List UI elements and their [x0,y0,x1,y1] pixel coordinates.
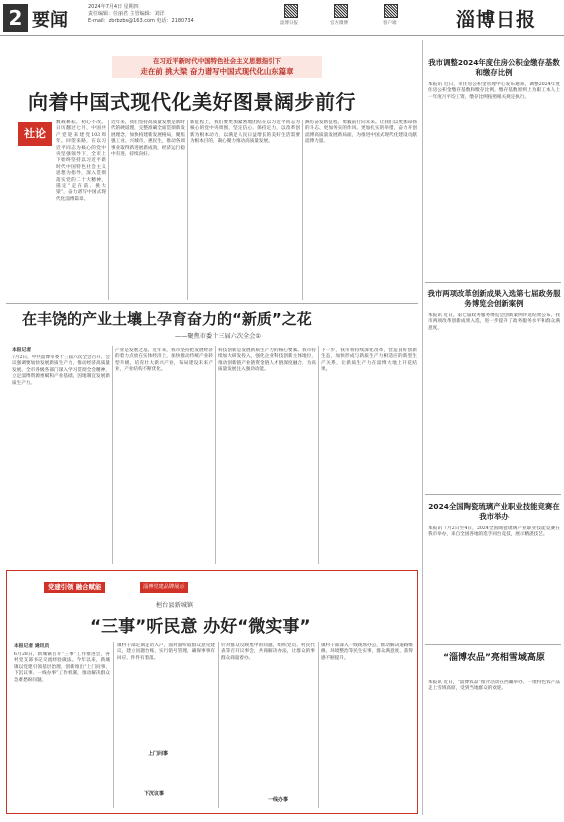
right-headline-4[interactable]: “淄博农品”亮相雪域高原 [443,653,545,663]
story3-headline[interactable]: “三事”听民意 办好“微实事” [90,617,311,637]
story3-body-col4: 镇村干部深入一线现场办公，推动解决道路维修、环境整治等民生实事，群众满意度、获得感不断提升。 [321,643,413,661]
story2-headline[interactable]: 在丰饶的产业土壤上孕育奋力的“新质”之花 [22,310,312,328]
story3-end-subhead: 一线办事 [268,797,289,803]
lead-kicker-line1: 在习近平新时代中国特色社会主义思想指引下 [153,57,281,65]
editorial-badge: 社论 [18,122,52,146]
right-headline-3[interactable]: 2024全国陶瓷琉璃产业职业技能竞赛在我市举办 [428,502,560,521]
column-divider [215,346,216,564]
story3-tag-secondary: 淄博党建品牌展示 [140,582,188,593]
lead-headline[interactable]: 向着中国式现代化美好图景阔步前行 [28,90,356,114]
qr-code-icon[interactable] [284,4,298,18]
issue-date: 2024年7月4日 星期四 [88,4,139,10]
page-number: 2 [3,4,28,32]
newspaper-brand: 淄博日报 [456,9,537,31]
story3-body-col1: 6月28日，新城镇召开“三事”工作推进会，各村党支部书记交流经验做法。今年以来，新城镇以党建引领基层治理，创新推出“上门问事、下沉议事、一线办事”工作机制，推动解决群众急难愁盼问题。 [14,652,110,683]
story2-byline: 本报记者 [12,348,32,353]
lead-body-col3: 新征程上，我们要更加紧密地团结在以习近平同志为核心的党中央周围，坚定信心、保持定力，以改革创新为根本动力，以满足人民日益增长的美好生活需要为根本目的，凝心聚力推动高质量发展。 [190,120,300,145]
column-divider [422,40,423,815]
story3-body-col2: 镇村干部定期走访入户，面对面听取群众意见建议，建立问题台账，实行销号管理，确保事事有回应、件件有着落。 [117,643,215,661]
qr-code-icon[interactable] [334,4,348,18]
story3-kicker: 桓台县新城镇 [156,602,194,609]
qr-label: 客户端 [383,21,397,26]
column-divider [318,642,319,808]
story3-tag: 党建引领 融合赋能 [44,582,105,593]
lead-kicker [112,56,322,78]
column-divider [187,120,188,300]
right-headline-1[interactable]: 我市调整2024年度住房公积金缴存基数和缴存比例 [428,58,560,77]
column-divider [113,642,114,808]
lead-body-col2: 近年来，我们坚持高质量发展是新时代的硬道理，完整准确全面贯彻新发展理念，加快构建新发展格局，聚焦强工业、兴城市、惠民生，推动各项事业取得新进展新成效，经济运行稳中有进、持续向好。 [111,120,185,158]
story3-body-col3: 针对群众反映集中的问题，组织党员、村民代表等召开议事会，共商解决办法，让群众的事群众商量着办。 [221,643,315,661]
issue-editors: 责任编辑：任丽君 主管编辑：刘洋 [88,11,165,17]
section-rule [425,282,561,283]
story2-body-col3: 科技创新是发展新质生产力的核心要素。我市持续加大研发投入，强化企业科技创新主体地位，推动创新链产业链资金链人才链深度融合，为高质量发展注入强劲动能。 [218,348,316,373]
issue-meta [88,4,258,25]
section-rule [425,494,561,495]
lead-body-col1: 数载耕耘，初心不改。日历翻过七月，中国共产党迎来建党103周年。回望来路，在以习近平同志为核心的党中央坚强领导下，全市上下始终坚持以习近平新时代中国特色社会主义思想为指导，深入贯彻落实党的二十大精神，锚定“走在前、挑大梁”，奋力谱写中国式现代化淄博篇章。 [56,120,106,202]
right-body-1: 本报讯 近日，市住房公积金管理中心发布通知，调整2024年度住房公积金缴存基数和缴存比例。缴存基数原则上为职工本人上一年度月平均工资，缴存比例按照相关规定执行。 [428,82,560,100]
story3-byline: 本报记者 通讯员 [14,644,50,649]
masthead [0,0,564,36]
story2-body-col1: 7月2日，中共淄博市委十三届六次全会召开。会议强调要加快发展新质生产力，推动经济高质量发展。全市各级各部门深入学习贯彻全会精神，立足淄博资源禀赋和产业基础，因地制宜发展新质生产力。 [12,355,110,386]
section-rule [425,644,561,645]
qr-label: 淄博日报 [280,21,298,26]
right-headline-2[interactable]: 我市两项改革创新成果入选第七届政务服务博览会创新案例 [427,289,561,308]
column-divider [108,120,109,300]
column-divider [302,120,303,300]
section-rule [6,303,418,304]
section-title: 要闻 [32,10,68,31]
story3-subhead-1: 上门问事 [148,751,169,757]
qr-code-icon[interactable] [384,4,398,18]
lead-kicker-line2: 走在前 挑大梁 奋力谱写中国式现代化山东篇章 [140,67,294,76]
story2-subheadline: ——聚焦市委十三届六次全会① [175,333,261,340]
column-divider [218,642,219,808]
qr-label: 官方微博 [330,21,348,26]
column-divider [112,346,113,564]
story3-subhead-2: 下沉议事 [144,791,165,797]
story2-body-col4: 下一步，我市将持续深化改革，营造良好创新生态，加快形成与新质生产力相适应的新型生产关系，让新质生产力在淄博大地上开花结果。 [321,348,417,373]
column-divider [318,346,319,564]
story2-body-col2: 产业是发展之基。近年来，我市坚持把发展经济的着力点放在实体经济上，加快推动传统产业转型升级，培育壮大新兴产业，布局建设未来产业，产业结构不断优化。 [115,348,213,373]
right-body-4: 本报讯 近日，“淄博农品”推介活动在西藏举办，一批特色农产品走上雪域高原，受到当地群众的欢迎。 [428,680,560,692]
lead-body-col4: 踔厉奋发新征程，勇毅前行向未来。让我们以更加昂扬的斗志、更加务实的作风、更加扎实的举措，奋力开创淄博高质量发展新局面，为推进中国式现代化建设贡献淄博力量。 [305,120,417,145]
right-body-3: 本报讯 7月2日至4日，2024全国陶瓷琉璃产业职业技能竞赛在我市举办，来自全国各地的选手同台竞技，展示精湛技艺。 [428,526,560,538]
issue-contact: E-mail：zbrbzbs@163.com 电话：2180734 [88,18,194,24]
right-body-2: 本报讯 近日，第七届政务服务博览会创新案例评选结果公布，我市两项改革创新成果入选，进一步提升了政务服务水平和群众满意度。 [428,313,560,331]
